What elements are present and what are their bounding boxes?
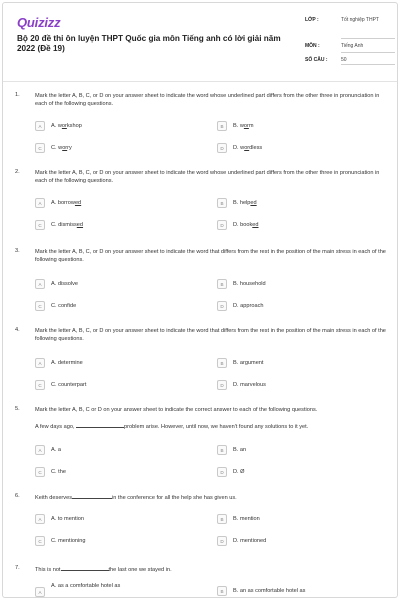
option-b[interactable]: B B. mention <box>217 513 260 525</box>
option-b[interactable]: B B. worm <box>217 120 254 132</box>
option-c[interactable]: C C. the <box>35 466 66 478</box>
option-a[interactable]: A A. dissolve <box>35 278 78 290</box>
meta-underline <box>341 52 395 53</box>
option-letter-box: C <box>35 380 45 390</box>
option-letter-box: C <box>35 536 45 546</box>
option-d[interactable]: D D. marvelous <box>217 379 266 391</box>
question-instruction: Mark the letter A, B, C, or D on your answer sheet to indicate the word whose underlined part differs from the other three in pronunciation in each of the following questions. <box>35 170 380 185</box>
worksheet-page <box>2 2 398 598</box>
question-instruction: Mark the letter A, B, C, or D on your answer sheet to indicate the word whose underlined part differs from the other three in pronunciation in each of the following questions. <box>35 93 380 108</box>
option-b[interactable]: B B. helped <box>217 197 257 209</box>
option-letter-box: B <box>217 445 227 455</box>
option-letter-box: B <box>217 121 227 131</box>
option-letter-box: D <box>217 301 227 311</box>
option-c[interactable]: C C. mentioning <box>35 535 86 547</box>
meta-underline <box>341 38 395 39</box>
option-c[interactable]: C C. counterpart <box>35 379 86 391</box>
option-letter-box: D <box>217 143 227 153</box>
option-b[interactable]: B B. household <box>217 278 266 290</box>
worksheet-meta <box>305 17 395 69</box>
option-letter-box: B <box>217 514 227 524</box>
question-number: 6. <box>15 493 20 499</box>
option-a[interactable]: A A. determine <box>35 357 83 369</box>
worksheet-title: Bộ 20 đề thi ôn luyện THPT Quốc gia môn Tiếng anh có lời giải năm 2022 (Đề 19) <box>17 34 281 53</box>
question-stem: This is not the last one we stayed in. <box>35 567 172 573</box>
option-letter-box: C <box>35 301 45 311</box>
question-stem: Keith deserves in the conference for all the help she has given us. <box>35 495 237 501</box>
answer-blank <box>61 565 109 571</box>
option-c[interactable]: C C. worry <box>35 142 72 154</box>
meta-underline <box>341 64 395 65</box>
question-number: 7. <box>15 565 20 571</box>
option-letter-box: A <box>35 198 45 208</box>
meta-count-value: 50 <box>341 57 347 63</box>
option-d[interactable]: D D. mentioned <box>217 535 266 547</box>
worksheet-header <box>3 3 397 79</box>
meta-count <box>305 57 395 69</box>
option-d[interactable]: D D. Ø <box>217 466 245 478</box>
meta-subject-label: MÔN : <box>305 43 320 49</box>
option-d[interactable]: D D. approach <box>217 300 263 312</box>
option-letter-box: A <box>35 358 45 368</box>
answer-blank <box>76 422 124 428</box>
option-d[interactable]: D D. booked <box>217 219 259 231</box>
option-letter-box: D <box>217 536 227 546</box>
meta-class-label: LỚP : <box>305 17 319 23</box>
answer-blank <box>72 493 112 499</box>
option-a[interactable]: A A. a <box>35 444 61 456</box>
option-d[interactable]: D D. wordless <box>217 142 262 154</box>
option-letter-box: B <box>217 358 227 368</box>
header-divider <box>3 81 397 82</box>
meta-count-label: SỐ CÂU : <box>305 57 328 63</box>
question-number: 2. <box>15 169 20 175</box>
question-instruction: Mark the letter A, B, C, or D on your answer sheet to indicate the word that differs from the rest in the position of the main stress in each of the following questions. <box>35 328 386 343</box>
option-letter-box: A <box>35 445 45 455</box>
option-b[interactable]: B B. argument <box>217 357 263 369</box>
option-letter-box: B <box>217 586 227 596</box>
option-letter-box: C <box>35 220 45 230</box>
option-letter-box: D <box>217 467 227 477</box>
option-letter-box: C <box>35 467 45 477</box>
meta-class <box>305 17 395 43</box>
option-letter-box: A <box>35 121 45 131</box>
option-letter-box: D <box>217 380 227 390</box>
option-letter-box: A <box>35 279 45 289</box>
option-letter-box: A <box>35 514 45 524</box>
meta-subject-value: Tiếng Anh <box>341 43 364 49</box>
question-number: 3. <box>15 248 20 254</box>
option-letter-box: D <box>217 220 227 230</box>
option-letter-box: A <box>35 587 45 597</box>
option-a[interactable]: A A. borrowed <box>35 197 81 209</box>
option-b[interactable]: B B. an as comfortable hotel as <box>217 585 305 597</box>
option-a[interactable]: A A. workshop <box>35 120 82 132</box>
question-instruction: Mark the letter A, B, C or D on your answer sheet to indicate the correct answer to each of the following questions. <box>35 407 318 413</box>
option-letter-box: B <box>217 198 227 208</box>
option-b[interactable]: B B. an <box>217 444 246 456</box>
option-a[interactable]: A A. as a comfortable hotel as <box>35 583 120 595</box>
question-number: 4. <box>15 327 20 333</box>
option-letter-box: C <box>35 143 45 153</box>
option-a[interactable]: A A. to mention <box>35 513 84 525</box>
question-instruction: Mark the letter A, B, C, or D on your answer sheet to indicate the word that differs from the rest in the position of the main stress in each of the following questions. <box>35 249 386 264</box>
meta-class-value: Tốt nghiệp THPT <box>341 17 379 23</box>
option-c[interactable]: C C. confide <box>35 300 76 312</box>
option-c[interactable]: C C. dismissed <box>35 219 83 231</box>
question-number: 5. <box>15 406 20 412</box>
quizizz-logo: Quizizz <box>17 15 61 30</box>
meta-subject <box>305 43 395 57</box>
option-letter-box: B <box>217 279 227 289</box>
question-number: 1. <box>15 92 20 98</box>
question-stem: A few days ago, problem arise. However, until now, we haven't found any solutions to it yet. <box>35 424 309 430</box>
